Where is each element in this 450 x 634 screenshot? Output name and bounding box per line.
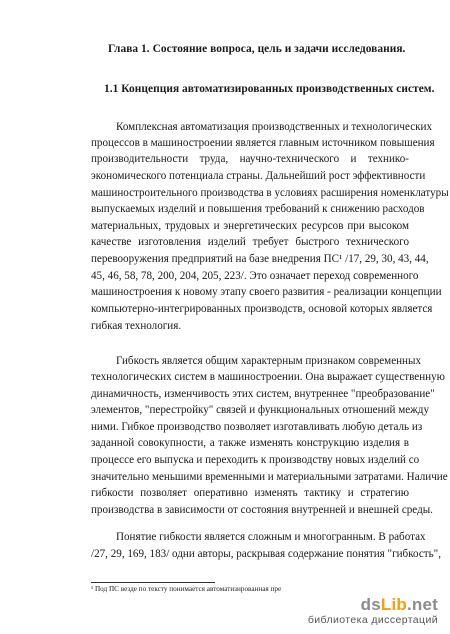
paragraph-line: /27, 29, 169, 183/ одни авторы, раскрывая содержание понятия "гибкость", bbox=[91, 548, 441, 560]
paragraph-line: экономического потенциала страны. Дальнейший рост эффективности bbox=[91, 170, 426, 182]
footnote: ¹ Под ПС везде по тексту понимается автоматизированная пре bbox=[91, 585, 282, 593]
paragraph-line: машиностроения к новому этапу своего развития - реализации концепции bbox=[91, 286, 442, 298]
paragraph-line: компьютерно-интегрированных производств, основой которых является bbox=[91, 303, 433, 315]
watermark-logo: dsLib.net bbox=[360, 595, 438, 614]
paragraph-line: перевооружения предприятий на базе внедрения ПС¹ /17, 29, 30, 43, 44, bbox=[91, 253, 429, 265]
paragraph-line: динамичность, изменчивость этих систем, внутреннее "преобразование" bbox=[91, 388, 435, 400]
watermark-subtitle: библиотека диссертаций bbox=[307, 614, 438, 626]
paragraph-line: гибкая технология. bbox=[91, 320, 182, 332]
paragraph-line: процессов в машиностроении является главным источником повышения bbox=[91, 137, 435, 149]
paragraph-line: материальных, трудовых и энергетических ресурсов при высоком bbox=[91, 220, 409, 232]
footnote-rule bbox=[91, 582, 215, 583]
paragraph-line: производительности труда, научно-технического и технико- bbox=[91, 153, 409, 165]
paragraph-line: значительно меньшими временными и материальными затратами. Наличие bbox=[91, 471, 448, 483]
section-heading: 1.1 Концепция автоматизированных производственных систем. bbox=[104, 83, 435, 95]
paragraph-line: заданной совокупности, а также изменять конструкцию изделия в bbox=[91, 437, 409, 449]
paragraph-line: элементов, "перестройку" связей и функциональных отношений между bbox=[91, 404, 429, 416]
paragraph-line: Понятие гибкости является сложным и многогранным. В работах bbox=[116, 531, 426, 543]
paragraph-line: выпускаемых изделий и повышения требований к снижению расходов bbox=[91, 203, 425, 215]
paragraph-line: технологических систем в машиностроении. Она выражает существенную bbox=[91, 371, 445, 383]
watermark bbox=[308, 596, 438, 626]
paragraph-line: производства в зависимости от состояния внутренней и внешней среды. bbox=[91, 504, 433, 516]
paragraph-line: Гибкость является общим характерным признаком современных bbox=[116, 355, 421, 367]
paragraph-line: качестве изготовления изделий требует быстрого технического bbox=[91, 236, 409, 248]
paragraph-line: гибкости позволяет оперативно изменять тактику и стратегию bbox=[91, 487, 409, 499]
chapter-heading: Глава 1. Состояние вопроса, цель и задачи исследования. bbox=[108, 43, 406, 55]
paragraph-line: Комплексная автоматизация производственных и технологических bbox=[116, 121, 432, 133]
paragraph-line: машиностроительного производства в условиях расширения номенклатуры bbox=[91, 187, 449, 199]
paragraph-line: 45, 46, 58, 78, 200, 204, 205, 223/. Это означает переход современного bbox=[91, 270, 419, 282]
paragraph-line: ними. Гибкое производство позволяет изготавливать любую деталь из bbox=[91, 421, 423, 433]
paragraph-line: процессе его выпуска и переходить к производству новых изделий со bbox=[91, 454, 420, 466]
